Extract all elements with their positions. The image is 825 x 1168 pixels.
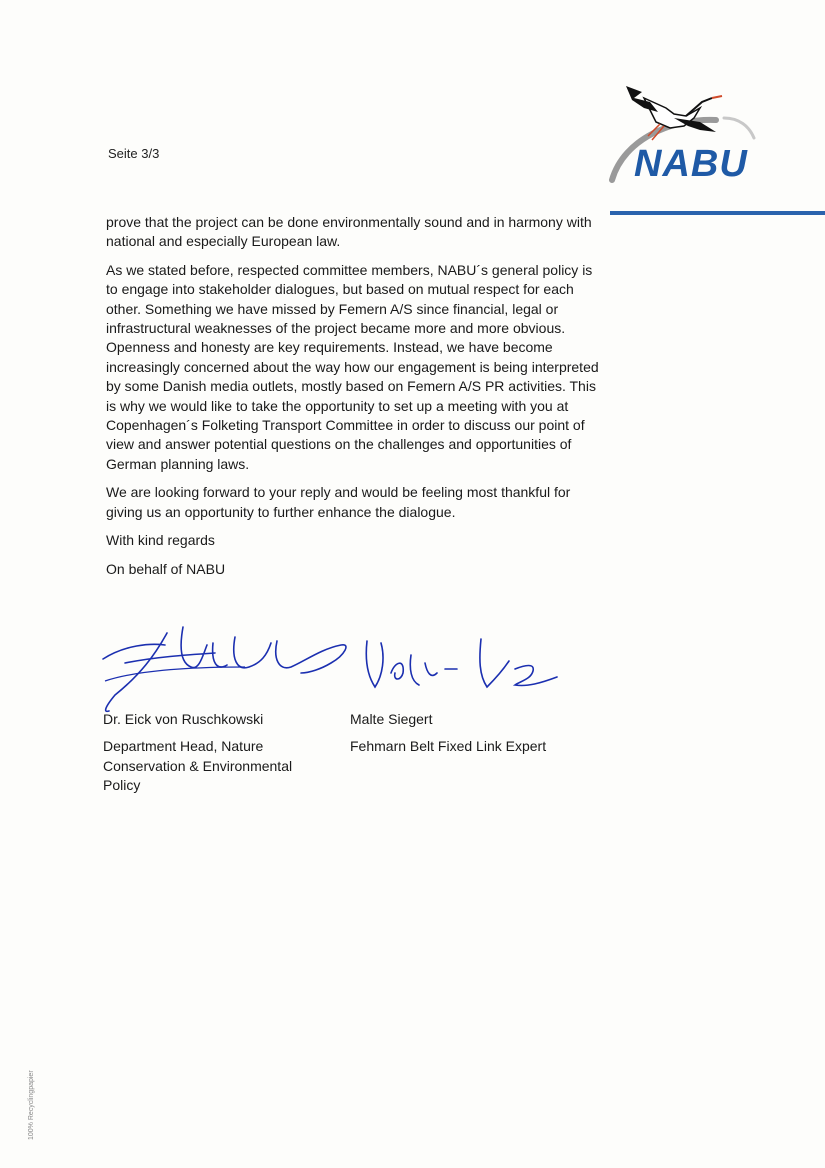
handwritten-signatures-icon	[95, 615, 565, 720]
signatory-name: Malte Siegert	[350, 711, 433, 727]
signatory-title: Fehmarn Belt Fixed Link Expert	[350, 738, 547, 755]
letter-paragraph: prove that the project can be done environmentally sound and in harmony with national and especially European law.	[106, 214, 592, 250]
letter-body	[106, 213, 601, 588]
nabu-logo-text: NABU	[634, 143, 748, 185]
signatory-name: Dr. Eick von Ruschkowski	[103, 711, 264, 727]
letter-on-behalf: On behalf of NABU	[106, 560, 226, 577]
signatory-title: Department Head, Nature Conservation & Environmental Policy	[103, 738, 293, 794]
signatory-2	[350, 710, 590, 757]
letter-paragraph: As we stated before, respected committee members, NABU´s general policy is to engage into stakeholder dialogues, but based on mutual respect for each other. Something we have missed by Femern A/S since financial, legal or infrastructural weaknesses of the project became more and more obvious. Openness and honesty are key requirements. Instead, we have become increasingly concerned about the way how our engagement is being interpreted by some Danish media outlets, mostly based on Femern A/S PR activities. This is why we would like to take the opportunity to set up a meeting with you at Copenhagen´s Folketing Transport Committee in order to discuss our point of view and answer potential questions on the challenges and opportunities of German planning laws.	[106, 261, 599, 472]
page-number: Seite 3/3	[108, 146, 160, 161]
recycled-paper-note: 100% Recyclingpapier	[28, 1070, 35, 1140]
signatory-1	[103, 710, 313, 796]
header-rule	[610, 211, 825, 215]
letter-closing: With kind regards	[106, 532, 215, 549]
letter-paragraph: We are looking forward to your reply and would be feeling most thankful for giving us an opportunity to further enhance the dialogue.	[106, 484, 571, 520]
